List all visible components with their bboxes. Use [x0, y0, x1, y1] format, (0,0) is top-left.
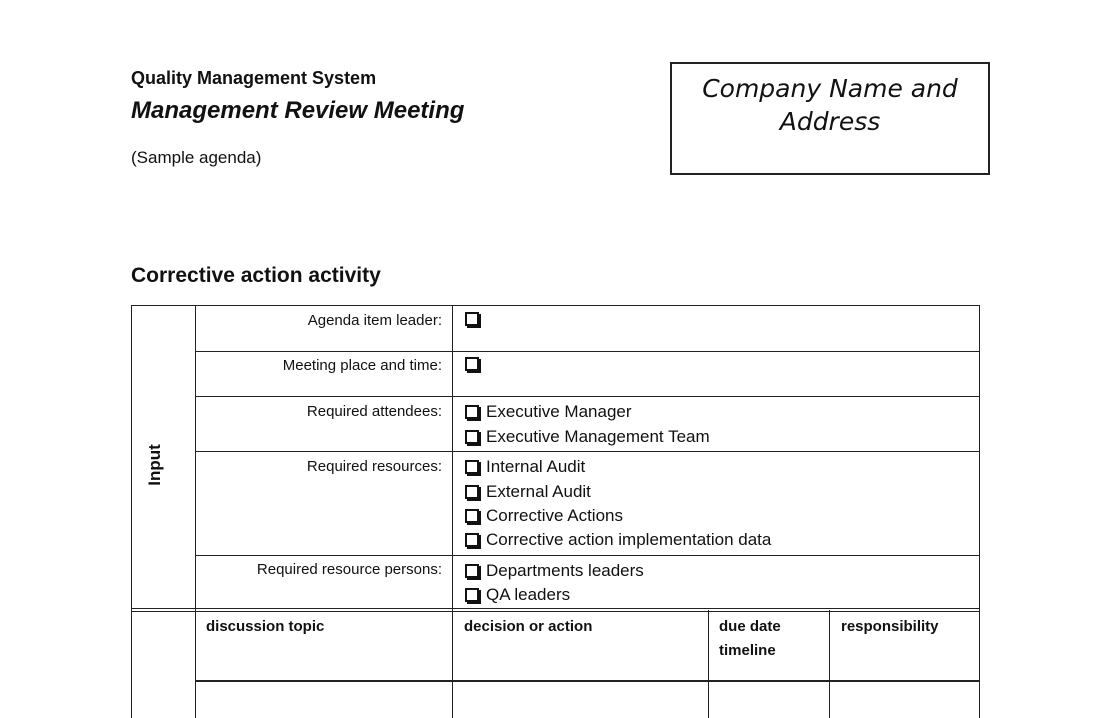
table-divider-col3: [708, 610, 709, 718]
header-due-date: [719, 615, 781, 663]
document-title: Quality Management System: [131, 68, 377, 88]
row-label-wrap-3: [195, 403, 442, 423]
input-label: Input: [145, 444, 164, 486]
checkbox-executive-team[interactable]: [465, 427, 710, 447]
row-label-resources: Required resources:: [306, 458, 442, 475]
checkbox-label: QA leaders: [486, 585, 571, 604]
header-decision-action: decision or action: [464, 618, 593, 635]
document-subtitle: Management Review Meeting: [131, 97, 465, 124]
checkbox-icon[interactable]: [465, 312, 479, 326]
checkbox-executive-manager[interactable]: [465, 402, 632, 422]
checkbox-meeting-place[interactable]: [465, 357, 486, 371]
header-discussion-topic: discussion topic: [206, 618, 325, 635]
table-divider-col2: [452, 305, 453, 718]
company-box: [670, 62, 990, 175]
row-label-resource-persons: Required resource persons:: [256, 561, 442, 578]
header-due-date-line1: due date: [719, 618, 781, 635]
checkbox-label: Internal Audit: [486, 457, 586, 476]
checkbox-icon[interactable]: [465, 533, 479, 547]
table-border-right: [979, 305, 980, 718]
checkbox-implementation-data[interactable]: [465, 530, 771, 550]
table-divider-col4: [829, 610, 830, 718]
section-divider-b: [131, 611, 980, 612]
checkbox-label: Corrective Actions: [486, 506, 623, 525]
checkbox-icon[interactable]: [465, 509, 479, 523]
header-due-date-line2: timeline: [719, 642, 776, 659]
checkbox-icon[interactable]: [465, 588, 479, 602]
checkbox-internal-audit[interactable]: [465, 457, 585, 477]
row-label-meeting-place: Meeting place and time:: [282, 357, 442, 374]
company-line-2: Address: [779, 107, 881, 136]
row-label-wrap-2: [195, 357, 442, 377]
section-heading: Corrective action activity: [131, 264, 381, 287]
row-divider-4: [195, 555, 980, 556]
row-label-wrap-5: [195, 561, 442, 581]
checkbox-icon[interactable]: [465, 405, 479, 419]
checkbox-icon[interactable]: [465, 485, 479, 499]
row-label-wrap-1: [195, 312, 442, 332]
row-divider-2: [195, 396, 980, 397]
row-divider-5: [195, 680, 980, 682]
checkbox-departments-leaders[interactable]: [465, 561, 644, 581]
checkbox-label: Departments leaders: [486, 561, 644, 580]
document-note: (Sample agenda): [131, 148, 262, 167]
row-divider-3: [195, 451, 980, 452]
table-border-top: [131, 305, 980, 306]
checkbox-label: Executive Manager: [486, 402, 632, 421]
checkbox-agenda-leader[interactable]: [465, 312, 486, 326]
checkbox-icon[interactable]: [465, 430, 479, 444]
checkbox-label: External Audit: [486, 482, 591, 501]
row-divider-1: [195, 351, 980, 352]
section-divider-a: [131, 608, 980, 609]
row-label-attendees: Required attendees:: [306, 403, 442, 420]
checkbox-external-audit[interactable]: [465, 482, 591, 502]
checkbox-qa-leaders[interactable]: [465, 585, 570, 605]
checkbox-label: Corrective action implementation data: [486, 530, 772, 549]
checkbox-icon[interactable]: [465, 460, 479, 474]
row-label-agenda-leader: Agenda item leader:: [307, 312, 442, 329]
checkbox-label: Executive Management Team: [486, 427, 710, 446]
header-responsibility: responsibility: [841, 618, 939, 635]
company-line-1: Company Name and: [702, 74, 958, 103]
checkbox-corrective-actions[interactable]: [465, 506, 623, 526]
checkbox-icon[interactable]: [465, 564, 479, 578]
checkbox-icon[interactable]: [465, 357, 479, 371]
table-border-left: [131, 305, 132, 718]
row-label-wrap-4: [195, 458, 442, 478]
